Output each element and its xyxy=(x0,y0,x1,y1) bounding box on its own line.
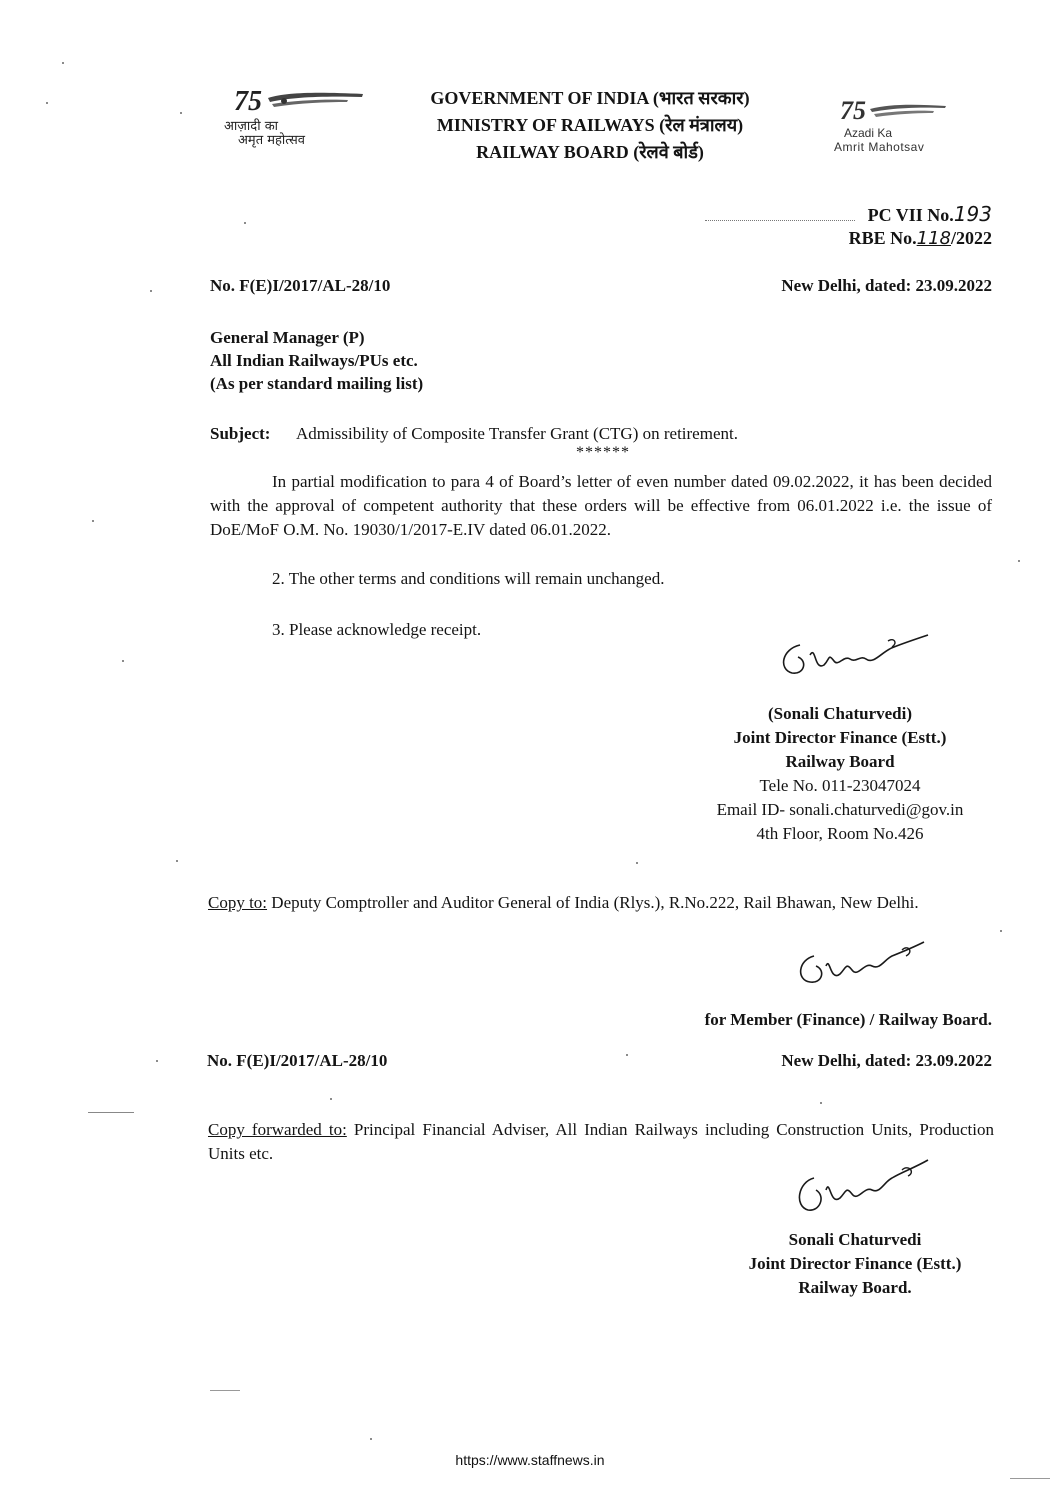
copy-forwarded-label: Copy forwarded to: xyxy=(208,1120,347,1139)
second-file-number: No. F(E)I/2017/AL-28/10 xyxy=(207,1051,388,1070)
header-ministry: MINISTRY OF RAILWAYS (रेल मंत्रालय) xyxy=(436,115,744,135)
footer-url: https://www.staffnews.in xyxy=(455,1452,605,1468)
signatory-2-name: Sonali Chaturvedi xyxy=(788,1230,922,1249)
pc-reference xyxy=(700,202,992,227)
logo-right xyxy=(830,95,990,159)
signatory-block-1 xyxy=(680,702,1000,846)
scan-speck xyxy=(150,290,152,292)
header-government: GOVERNMENT OF INDIA (भारत सरकार) xyxy=(430,88,750,108)
signature-1-icon xyxy=(770,625,940,685)
addressee-line: (As per standard mailing list) xyxy=(210,374,424,393)
logo-left-text1: आज़ादी का xyxy=(224,119,279,134)
subject xyxy=(210,424,970,444)
logo-right-text1: Azadi Ka xyxy=(844,126,893,140)
signatory-2-office: Railway Board. xyxy=(798,1278,912,1297)
signatory-name: (Sonali Chaturvedi) xyxy=(767,704,913,723)
addressee xyxy=(210,326,423,395)
logo-left xyxy=(214,84,384,154)
logo-right-text2: Amrit Mahotsav xyxy=(834,140,925,154)
scan-speck xyxy=(820,1102,822,1104)
signatory-block-2 xyxy=(700,1228,1010,1300)
scan-speck xyxy=(176,860,178,862)
copy-forwarded-text: Principal Financial Adviser, All Indian Railways including Construction Units, Production Units etc. xyxy=(208,1120,994,1163)
scan-speck xyxy=(370,1438,372,1440)
file-number: No. F(E)I/2017/AL-28/10 xyxy=(210,276,391,295)
scan-speck xyxy=(244,222,246,224)
letterhead xyxy=(390,85,790,166)
subject-label: Subject: xyxy=(210,424,271,443)
addressee-line: All Indian Railways/PUs etc. xyxy=(210,351,418,370)
signature-2-icon xyxy=(790,932,940,992)
scan-dash xyxy=(88,1112,134,1113)
logo-right-number: 75 xyxy=(840,96,866,125)
subject-stars: ****** xyxy=(576,444,630,461)
signatory-2-designation: Joint Director Finance (Estt.) xyxy=(748,1254,962,1273)
for-member-finance: for Member (Finance) / Railway Board. xyxy=(704,1010,992,1029)
paragraph-3: 3. Please acknowledge receipt. xyxy=(272,620,482,639)
scan-speck xyxy=(122,660,124,662)
paragraph-2: 2. The other terms and conditions will remain unchanged. xyxy=(272,569,665,588)
azadi-logo-right-icon xyxy=(834,95,954,125)
scan-speck xyxy=(62,62,64,64)
subject-text: Admissibility of Composite Transfer Grant (CTG) on retirement. xyxy=(296,424,738,443)
scan-speck xyxy=(46,102,48,104)
scan-speck xyxy=(636,862,638,864)
letter-date: New Delhi, dated: 23.09.2022 xyxy=(781,276,992,295)
rbe-label: RBE No. xyxy=(848,228,917,248)
paragraph-1: In partial modification to para 4 of Board’s letter of even number dated 09.02.2022, it has been decided with the approval of competent authority that these orders will be effective from 06.01.2022 i.e. the issue of DoE/MoF O.M. No. 19030/1/2017-E.IV dated 06.01.2022. xyxy=(210,472,992,539)
signatory-office: Railway Board xyxy=(785,752,895,771)
logo-left-number: 75 xyxy=(234,86,262,116)
signatory-email: Email ID- sonali.chaturvedi@gov.in xyxy=(716,800,964,819)
signatory-designation: Joint Director Finance (Estt.) xyxy=(733,728,947,747)
scan-speck xyxy=(92,520,94,522)
signature-3-icon xyxy=(788,1150,948,1220)
copy-to-label: Copy to: xyxy=(208,893,268,912)
ref-dotted-line xyxy=(705,220,855,221)
scan-speck xyxy=(626,1054,628,1056)
addressee-line: General Manager (P) xyxy=(210,328,365,347)
azadi-logo-left-icon xyxy=(228,84,368,116)
pc-number: 193 xyxy=(953,202,992,226)
scan-dash xyxy=(210,1390,240,1391)
scan-speck xyxy=(1000,930,1002,932)
logo-left-text2: अमृत महोत्सव xyxy=(238,133,306,148)
scan-dash xyxy=(1010,1478,1050,1479)
header-board: RAILWAY BOARD (रेलवे बोर्ड) xyxy=(476,142,704,162)
scan-speck xyxy=(330,1098,332,1100)
copy-to-text: Deputy Comptroller and Auditor General of India (Rlys.), R.No.222, Rail Bhawan, New Delhi. xyxy=(271,893,919,912)
signatory-room: 4th Floor, Room No.426 xyxy=(756,824,924,843)
rbe-reference xyxy=(700,226,992,251)
scan-speck xyxy=(1018,560,1020,562)
signatory-tele: Tele No. 011-23047024 xyxy=(759,776,921,795)
rbe-number: 118 xyxy=(916,228,951,249)
pc-label: PC VII No. xyxy=(867,205,954,225)
copy-to xyxy=(208,891,994,915)
second-letter-date: New Delhi, dated: 23.09.2022 xyxy=(781,1051,992,1070)
rbe-year: /2022 xyxy=(950,228,992,248)
scan-speck xyxy=(180,112,182,114)
scan-speck xyxy=(156,1060,158,1062)
